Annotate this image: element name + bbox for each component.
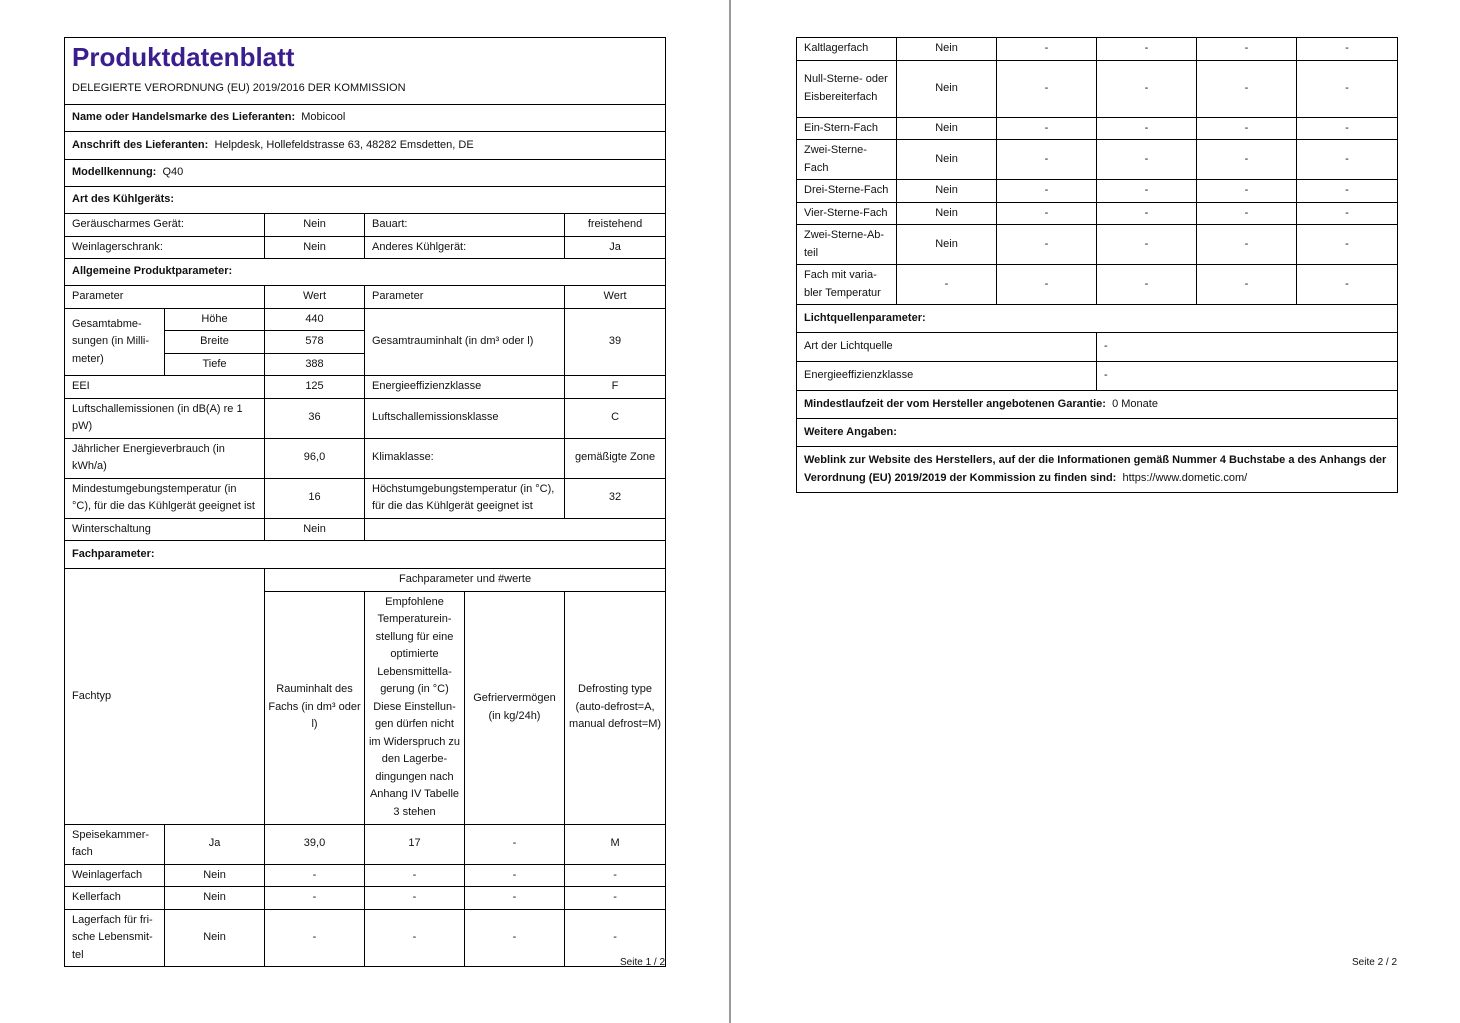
height-label: Höhe: [165, 308, 265, 331]
wine-cabinet-label: Weinlagerschrank:: [65, 236, 265, 259]
compartment-volume: -: [997, 225, 1097, 265]
compartment-volume: -: [265, 909, 365, 967]
compartment-name: Zwei-Sterne-Abteil: [797, 225, 897, 265]
other-appliance-label: Anderes Kühlgerät:: [365, 236, 565, 259]
compartment-row: [797, 140, 1398, 180]
compartment-name: Drei-Sterne-Fach: [797, 180, 897, 203]
compartment-defrost: -: [1297, 225, 1398, 265]
compartment-row: [65, 864, 666, 887]
col-freeze-header: Gefriervermögen (in kg/24h): [465, 591, 565, 824]
document-title: Produktdatenblatt: [72, 41, 295, 72]
address-value: Helpdesk, Hollefeldstrasse 63, 48282 Emsdetten, DE: [214, 138, 474, 151]
weblink-value[interactable]: https://www.dometic.com/: [1122, 471, 1248, 484]
dimensions-label: Gesamtabmesungen (in Millimeter): [65, 308, 165, 376]
compartment-row: [797, 180, 1398, 203]
light-class-value: -: [1097, 362, 1398, 391]
compartment-temp: -: [1097, 225, 1197, 265]
compartment-freeze: -: [1197, 265, 1297, 305]
compartment-freeze: -: [1197, 60, 1297, 117]
total-volume-value: 39: [565, 308, 666, 376]
value-header-left: Wert: [265, 286, 365, 309]
compartment-freeze: -: [465, 824, 565, 864]
light-source-heading: Lichtquellenparameter:: [797, 305, 1398, 333]
regulation-subtitle: DELEGIERTE VERORDNUNG (EU) 2019/2016 DER KOMMISSION: [65, 74, 666, 105]
param-header-right: Parameter: [365, 286, 565, 309]
compartment-volume: -: [997, 180, 1097, 203]
compartment-freeze: -: [1197, 117, 1297, 140]
further-info-heading: Weitere Angaben:: [797, 419, 1398, 447]
annual-energy-label: Jährlicher Energieverbrauch (in kWh/a): [65, 438, 265, 478]
compartment-temp: -: [1097, 140, 1197, 180]
compartment-defrost: -: [1297, 180, 1398, 203]
energy-class-value: F: [565, 376, 666, 399]
compartment-volume: -: [997, 117, 1097, 140]
compartment-freeze: -: [1197, 38, 1297, 61]
model-row: [65, 160, 666, 187]
col-defrost-header: Defrosting type (auto-defrost=A, manual defrost=M): [565, 591, 666, 824]
width-value: 578: [265, 331, 365, 354]
product-datasheet-page-2: [796, 37, 1398, 493]
compartment-present: Nein: [897, 38, 997, 61]
total-volume-label: Gesamtrauminhalt (in dm³ oder l): [365, 308, 565, 376]
compartment-row: [797, 265, 1398, 305]
eei-label: EEI: [65, 376, 265, 399]
supplier-label: Name oder Handelsmarke des Lieferanten:: [72, 111, 296, 124]
page-number: Seite 1 / 2: [620, 957, 666, 968]
compartment-present: -: [897, 265, 997, 305]
compartment-name: Lagerfach für frische Lebensmittel: [65, 909, 165, 967]
low-noise-label: Geräuscharmes Gerät:: [65, 214, 265, 237]
compartment-freeze: -: [465, 909, 565, 967]
compartment-freeze: -: [465, 887, 565, 910]
supplier-row: [65, 105, 666, 132]
compartment-defrost: -: [1297, 60, 1398, 117]
compartment-temp: -: [1097, 202, 1197, 225]
warranty-value: 0 Monate: [1112, 397, 1158, 410]
compartment-freeze: -: [1197, 225, 1297, 265]
param-header-left: Parameter: [65, 286, 265, 309]
compartment-temp: 17: [365, 824, 465, 864]
compartment-defrost: -: [565, 887, 666, 910]
appliance-type-heading: Art des Kühlgeräts:: [65, 187, 666, 214]
compartment-name: Kellerfach: [65, 887, 165, 910]
depth-label: Tiefe: [165, 353, 265, 376]
col-volume-header: Rauminhalt des Fachs (in dm³ oder l): [265, 591, 365, 824]
compartment-temp: -: [365, 864, 465, 887]
light-type-value: -: [1097, 333, 1398, 362]
compartment-temp: -: [365, 909, 465, 967]
model-label: Modellkennung:: [72, 166, 157, 179]
compartment-defrost: -: [565, 909, 666, 967]
other-appliance-value: Ja: [565, 236, 666, 259]
compartment-name: Ein-Stern-Fach: [797, 117, 897, 140]
compartment-group-header: Fachparameter und #werte: [265, 569, 666, 592]
max-temp-label: Höchstumgebungstemperatur (in °C), für die das Kühlgerät geeignet ist: [365, 478, 565, 518]
compartment-present: Nein: [897, 225, 997, 265]
compartment-row: [65, 887, 666, 910]
compartment-present: Nein: [165, 909, 265, 967]
energy-class-label: Energieeffizienzklasse: [365, 376, 565, 399]
compartment-name: Speisekammerfach: [65, 824, 165, 864]
compartment-present: Nein: [897, 202, 997, 225]
compartment-type-header: Fachtyp: [65, 569, 265, 825]
min-temp-value: 16: [265, 478, 365, 518]
model-value: Q40: [162, 166, 184, 179]
build-type-label: Bauart:: [365, 214, 565, 237]
climate-class-value: gemäßigte Zone: [565, 438, 666, 478]
page-number: Seite 2 / 2: [1352, 957, 1398, 968]
compartment-row: [65, 909, 666, 967]
value-header-right: Wert: [565, 286, 666, 309]
compartment-row: [797, 117, 1398, 140]
general-params-heading: Allgemeine Produktparameter:: [65, 259, 666, 286]
noise-class-value: C: [565, 398, 666, 438]
climate-class-label: Klimaklasse:: [365, 438, 565, 478]
compartment-present: Nein: [897, 60, 997, 117]
weblink-label: Weblink zur Website des Herstellers, auf der die Informationen gemäß Nummer 4 Buchstabe a des Anhangs der Verordnung (EU) 2019/2019 der Kommission zu finden sind:: [804, 454, 1387, 484]
warranty-row: [797, 391, 1398, 419]
compartment-defrost: -: [1297, 202, 1398, 225]
compartment-row: [797, 202, 1398, 225]
address-row: [65, 132, 666, 160]
winter-switch-label: Winterschaltung: [65, 518, 265, 541]
height-value: 440: [265, 308, 365, 331]
supplier-value: Mobicool: [301, 111, 346, 124]
compartment-row: [65, 824, 666, 864]
compartment-freeze: -: [465, 864, 565, 887]
compartment-volume: 39,0: [265, 824, 365, 864]
compartment-present: Ja: [165, 824, 265, 864]
compartment-temp: -: [1097, 60, 1197, 117]
compartment-freeze: -: [1197, 202, 1297, 225]
compartment-present: Nein: [165, 864, 265, 887]
compartment-defrost: -: [1297, 140, 1398, 180]
compartment-volume: -: [997, 60, 1097, 117]
address-label: Anschrift des Lieferanten:: [72, 138, 209, 151]
min-temp-label: Mindestumgebungstemperatur (in °C), für die das Kühlgerät geeignet ist: [65, 478, 265, 518]
compartment-volume: -: [265, 864, 365, 887]
compartment-defrost: -: [1297, 38, 1398, 61]
noise-class-label: Luftschallemissionsklasse: [365, 398, 565, 438]
compartment-temp: -: [1097, 117, 1197, 140]
compartment-temp: -: [1097, 180, 1197, 203]
warranty-label: Mindestlaufzeit der vom Hersteller angebotenen Garantie:: [804, 397, 1106, 410]
annual-energy-value: 96,0: [265, 438, 365, 478]
compartment-defrost: -: [565, 864, 666, 887]
compartment-volume: -: [997, 202, 1097, 225]
compartment-defrost: -: [1297, 265, 1398, 305]
compartment-name: Kaltlagerfach: [797, 38, 897, 61]
compartment-row: [797, 60, 1398, 117]
depth-value: 388: [265, 353, 365, 376]
max-temp-value: 32: [565, 478, 666, 518]
compartment-present: Nein: [897, 117, 997, 140]
compartment-present: Nein: [897, 140, 997, 180]
compartment-defrost: -: [1297, 117, 1398, 140]
noise-emission-value: 36: [265, 398, 365, 438]
compartment-name: Fach mit variabler Temperatur: [797, 265, 897, 305]
wine-cabinet-value: Nein: [265, 236, 365, 259]
compartment-name: Vier-Sterne-Fach: [797, 202, 897, 225]
compartment-row: [797, 38, 1398, 61]
compartment-temp: -: [1097, 265, 1197, 305]
light-class-label: Energieeffizienzklasse: [797, 362, 1097, 391]
compartment-row: [797, 225, 1398, 265]
compartment-volume: -: [997, 265, 1097, 305]
compartment-name: Null-Sterne- oder Eisbereiterfach: [797, 60, 897, 117]
compartment-freeze: -: [1197, 140, 1297, 180]
compartment-present: Nein: [897, 180, 997, 203]
light-type-label: Art der Lichtquelle: [797, 333, 1097, 362]
build-type-value: freistehend: [565, 214, 666, 237]
low-noise-value: Nein: [265, 214, 365, 237]
compartment-defrost: M: [565, 824, 666, 864]
compartment-freeze: -: [1197, 180, 1297, 203]
compartment-temp: -: [365, 887, 465, 910]
col-temp-header: Empfohlene Temperatureinstellung für eine optimierte Lebensmittellagerung (in °C) Diese Einstellungen dürfen nicht im Widerspruch zu den Lagerbedingungen nach Anhang IV Tabelle 3 stehen: [365, 591, 465, 824]
compartment-name: Zwei-Sterne-Fach: [797, 140, 897, 180]
noise-emission-label: Luftschallemissionen (in dB(A) re 1 pW): [65, 398, 265, 438]
compartment-name: Weinlagerfach: [65, 864, 165, 887]
compartment-temp: -: [1097, 38, 1197, 61]
compartment-present: Nein: [165, 887, 265, 910]
compartment-params-heading: Fachparameter:: [65, 541, 666, 569]
weblink-row: [797, 447, 1398, 493]
page-divider: [729, 0, 731, 1023]
product-datasheet-page-1: [64, 37, 666, 967]
width-label: Breite: [165, 331, 265, 354]
eei-value: 125: [265, 376, 365, 399]
compartment-volume: -: [265, 887, 365, 910]
winter-switch-value: Nein: [265, 518, 365, 541]
compartment-volume: -: [997, 38, 1097, 61]
compartment-volume: -: [997, 140, 1097, 180]
